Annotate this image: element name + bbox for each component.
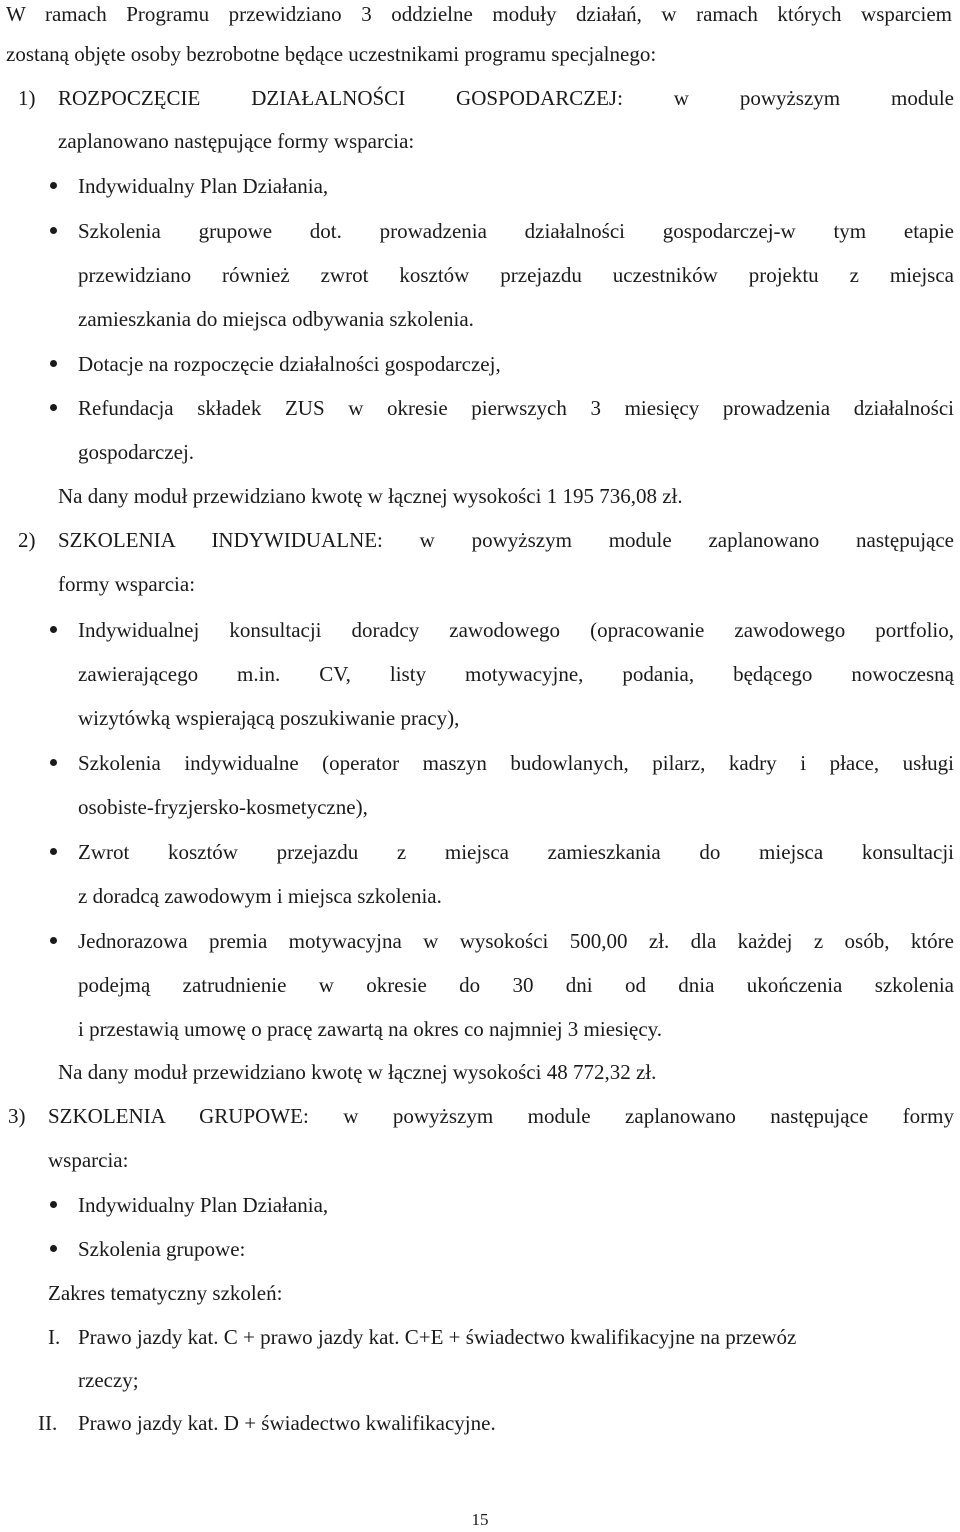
module-3-heading: SZKOLENIA GRUPOWE: w powyższym module zaplanowano następujące formy <box>48 1104 954 1128</box>
module-2-bullet-2-cont: osobiste-fryzjersko-kosmetyczne), <box>78 795 368 819</box>
module-3-heading-cont: wsparcia: <box>48 1148 129 1172</box>
module-2-bullet-3-cont: z doradcą zawodowym i miejsca szkolenia. <box>78 884 442 908</box>
bullet-icon <box>50 626 57 633</box>
bullet-icon <box>50 1201 57 1208</box>
module-3-bullet-2: Szkolenia grupowe: <box>78 1237 246 1261</box>
scope-item-1: Prawo jazdy kat. C + prawo jazdy kat. C+E + świadectwo kwalifikacyjne na przewóz <box>78 1325 797 1349</box>
module-2-bullet-1-cont: zawierającego m.in. CV, listy motywacyjne, podania, będącego nowoczesną <box>78 662 954 686</box>
bullet-icon <box>50 360 57 367</box>
module-1-bullet-4-cont: gospodarczej. <box>78 440 195 464</box>
module-1-amount: Na dany moduł przewidziano kwotę w łącznej wysokości 1 195 736,08 zł. <box>58 484 683 508</box>
module-1-bullet-2-cont: zamieszkania do miejsca odbywania szkolenia. <box>78 307 474 331</box>
page-number: 15 <box>471 1510 489 1529</box>
module-1-number: 1) <box>18 86 36 110</box>
module-1-bullet-2: Szkolenia grupowe dot. prowadzenia działalności gospodarczej-w tym etapie <box>78 219 954 243</box>
module-2-heading: SZKOLENIA INDYWIDUALNE: w powyższym module zaplanowano następujące <box>58 528 954 552</box>
module-2-amount: Na dany moduł przewidziano kwotę w łącznej wysokości 48 772,32 zł. <box>58 1060 657 1084</box>
bullet-icon <box>50 227 57 234</box>
module-2-bullet-4-cont: podejmą zatrudnienie w okresie do 30 dni od dnia ukończenia szkolenia <box>78 973 954 997</box>
module-1-bullet-1: Indywidualny Plan Działania, <box>78 174 329 198</box>
bullet-icon <box>50 759 57 766</box>
module-2-heading-cont: formy wsparcia: <box>58 572 196 596</box>
scope-item-2: Prawo jazdy kat. D + świadectwo kwalifikacyjne. <box>78 1411 496 1435</box>
module-3-bullet-1: Indywidualny Plan Działania, <box>78 1193 329 1217</box>
bullet-icon <box>50 404 57 411</box>
module-1-bullet-2-cont: przewidziano również zwrot kosztów przejazdu uczestników projektu z miejsca <box>78 263 954 287</box>
module-1-bullet-4: Refundacja składek ZUS w okresie pierwszych 3 miesięcy prowadzenia działalności <box>78 396 954 420</box>
module-2-number: 2) <box>18 528 36 552</box>
bullet-icon <box>50 848 57 855</box>
scope-item-numeral: II. <box>38 1411 58 1435</box>
module-2-bullet-4-cont: i przestawią umowę o pracę zawartą na okres co najmniej 3 miesięcy. <box>78 1017 663 1041</box>
module-1-heading-cont: zaplanowano następujące formy wsparcia: <box>58 129 415 153</box>
module-1-bullet-3: Dotacje na rozpoczęcie działalności gospodarczej, <box>78 352 501 376</box>
bullet-icon <box>50 1245 57 1252</box>
module-3-scope-label: Zakres tematyczny szkoleń: <box>48 1281 283 1305</box>
bullet-icon <box>50 182 57 189</box>
scope-item-numeral: I. <box>48 1325 61 1349</box>
module-2-bullet-1: Indywidualnej konsultacji doradcy zawodowego (opracowanie zawodowego portfolio, <box>78 618 954 642</box>
intro-line-2: zostaną objęte osoby bezrobotne będące uczestnikami programu specjalnego: <box>6 42 657 66</box>
module-3-number: 3) <box>8 1104 26 1128</box>
module-2-bullet-2: Szkolenia indywidualne (operator maszyn budowlanych, pilarz, kadry i płace, usługi <box>78 751 954 775</box>
intro-line-1: W ramach Programu przewidziano 3 oddzielne moduły działań, w ramach których wsparciem <box>6 2 952 26</box>
module-2-bullet-4: Jednorazowa premia motywacyjna w wysokości 500,00 zł. dla każdej z osób, które <box>78 929 954 953</box>
module-2-bullet-1-cont: wizytówką wspierającą poszukiwanie pracy), <box>78 706 460 730</box>
module-2-bullet-3: Zwrot kosztów przejazdu z miejsca zamieszkania do miejsca konsultacji <box>78 840 954 864</box>
scope-item-1-cont: rzeczy; <box>78 1368 139 1392</box>
bullet-icon <box>50 937 57 944</box>
module-1-heading: ROZPOCZĘCIE DZIAŁALNOŚCI GOSPODARCZEJ: w powyższym module <box>58 86 954 110</box>
